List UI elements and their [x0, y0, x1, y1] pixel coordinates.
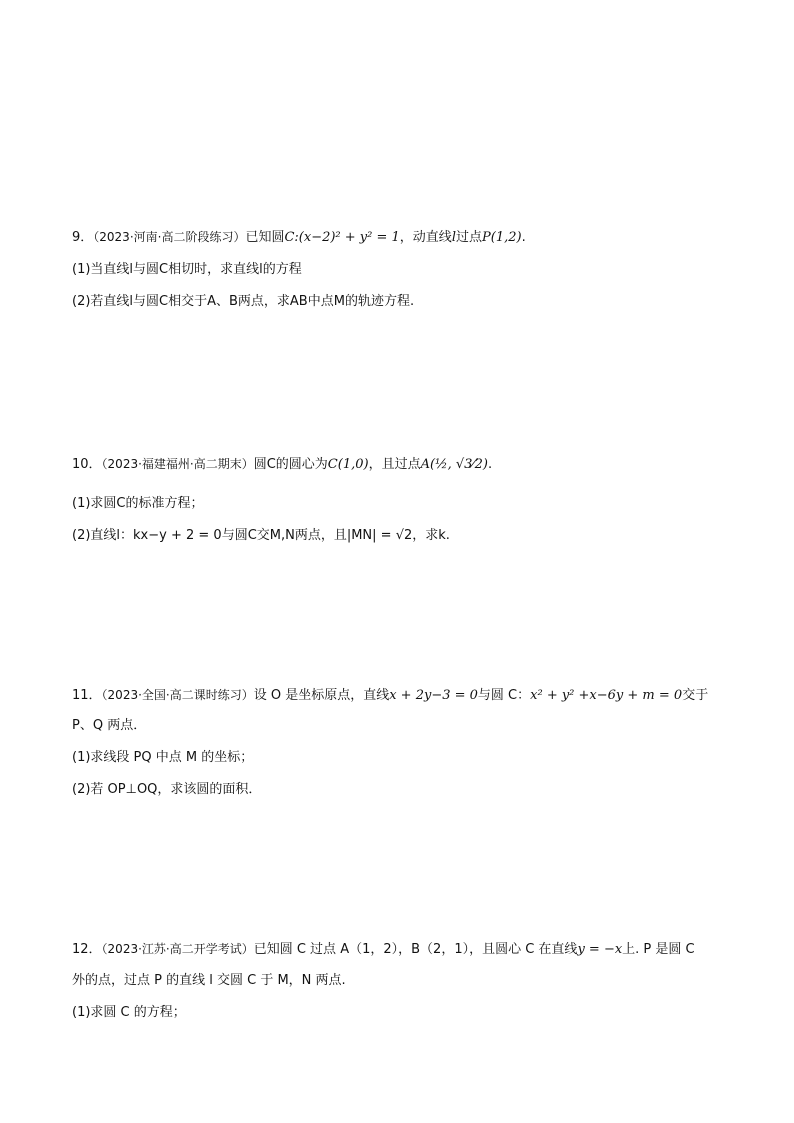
problem-number: 12． [72, 942, 102, 957]
math-expression: y = −x [577, 942, 623, 957]
stem-text: 过点 [455, 230, 482, 245]
stem-text: ，且过点 [368, 457, 421, 472]
stem-text: . [521, 230, 526, 245]
problem-12-part-1: (1)求圆 C 的方程； [72, 1005, 186, 1020]
math-expression: C:(x−2)² + y² = 1 [284, 230, 400, 245]
problem-number: 9． [72, 230, 94, 245]
problem-source: （2023·福建福州·高二期末） [101, 457, 254, 471]
problem-11-part-2: (2)若 OP⊥OQ，求该圆的面积． [72, 782, 262, 797]
stem-text: ，动直线 [399, 230, 452, 245]
math-expression: P(1,2) [482, 230, 522, 245]
problem-11-stem [72, 686, 708, 705]
problem-number: 10． [72, 457, 102, 472]
stem-text: 圆C的圆心为 [253, 457, 328, 472]
stem-text: 已知圆 [245, 230, 285, 245]
problem-9-part-2: (2)若直线l与圆C相交于A、B两点，求AB中点M的轨迹方程. [72, 294, 415, 309]
stem-text: . [487, 457, 493, 472]
problem-9-stem [72, 228, 526, 247]
problem-12-stem-line-2: 外的点，过点 P 的直线 l 交圆 C 于 M，N 两点. [72, 973, 346, 988]
math-expression: x + 2y−3 = 0 [389, 688, 478, 703]
math-expression: l [451, 230, 456, 245]
math-expression: A(½, √3⁄2) [420, 457, 488, 472]
math-expression: C(1,0) [327, 457, 369, 472]
problem-11-stem-line-2: P、Q 两点． [72, 718, 147, 733]
problem-9-part-1: (1)当直线l与圆C相切时，求直线l的方程 [72, 262, 302, 277]
problem-number: 11． [72, 688, 102, 703]
stem-text: 交于 [682, 688, 709, 703]
problem-10-part-2: (2)直线l：kx−y + 2 = 0与圆C交M,N两点，且|MN| = √2，求k. [72, 528, 450, 543]
problem-12-stem [72, 940, 695, 959]
stem-text: 已知圆 C 过点 A（1，2），B（2，1），且圆心 C 在直线 [253, 942, 578, 957]
stem-text: 上. P 是圆 C [622, 942, 695, 957]
problem-11-part-1: (1)求线段 PQ 中点 M 的坐标； [72, 750, 254, 765]
stem-text: 与圆 C： [477, 688, 531, 703]
problem-source: （2023·河南·高二阶段练习） [93, 230, 246, 244]
problem-10-stem [72, 455, 492, 474]
stem-text: 设 O 是坐标原点，直线 [253, 688, 390, 703]
problem-source: （2023·全国·高二课时练习） [101, 688, 254, 702]
problem-source: （2023·江苏·高二开学考试） [101, 942, 254, 956]
problem-10-part-1: (1)求圆C的标准方程； [72, 496, 204, 511]
math-expression: x² + y² +x−6y + m = 0 [530, 688, 683, 703]
